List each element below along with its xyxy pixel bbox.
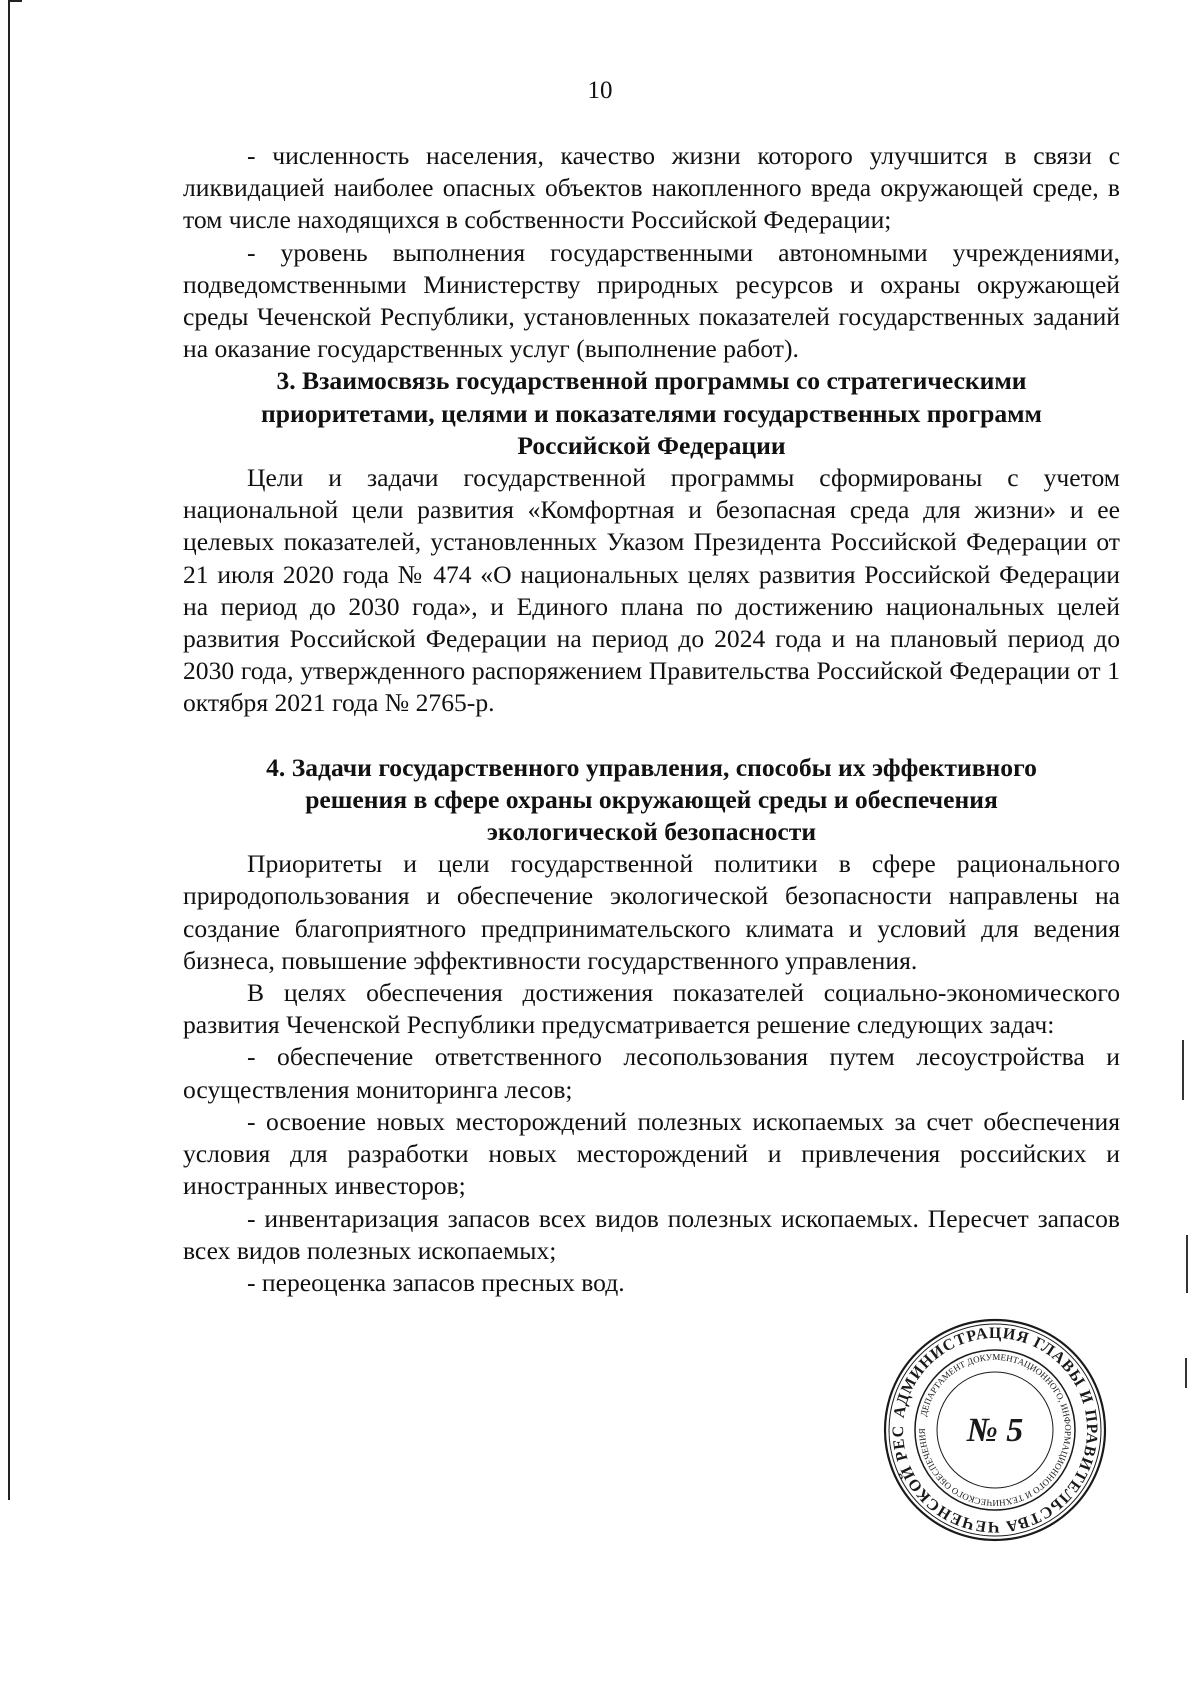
scan-edge-line <box>8 0 10 1500</box>
seal-outer-text: АДМИНИСТРАЦИЯ ГЛАВЫ И ПРАВИТЕЛЬСТВА ЧЕЧЕНСКОЙ РЕС <box>889 1324 1101 1536</box>
seal-graphic <box>880 1315 1110 1545</box>
list-item: - освоение новых месторождений полезных ископаемых за счет обеспечения условия для разработки новых месторождений и привлечения российских и иностранных инвесторов; <box>183 1106 1120 1201</box>
paragraph: Приоритеты и цели государственной политики в сфере рационального природопользования и обеспечение экологической безопасности направлены на создание благоприятного предпринимательского климата и условий для ведения бизнеса, повышение эффективности государственного управления. <box>183 849 1120 975</box>
section-heading: 3. Взаимосвязь государственной программы со стратегическими приоритетами, целями и показателями государственных программ Российской Федерации <box>260 366 1042 460</box>
list-item: - численность населения, качество жизни которого улучшится в связи с ликвидацией наиболее опасных объектов накопленного вреда окружающей среде, в том числе находящихся в собственности Российской Федерации; <box>183 141 1120 235</box>
list-item: - инвентаризация запасов всех видов полезных ископаемых. Пересчет запасов всех видов полезных ископаемых; <box>183 1203 1120 1265</box>
seal-inner-text: ДЕПАРТАМЕНТ ДОКУМЕНТАЦИОННОГО, ИНФОРМАЦИОННОГО И ТЕХНИЧЕСКОГО ОБЕСПЕЧЕНИЯ <box>916 1351 1074 1509</box>
seal-number: № 5 <box>966 1412 1024 1449</box>
document-body <box>183 140 1120 1299</box>
list-item: - обеспечение ответственного лесопользования путем лесоустройства и осуществления мониторинга лесов; <box>183 1042 1120 1104</box>
list-item: - уровень выполнения государственными автономными учреждениями, подведомственными Министерству природных ресурсов и охраны окружающей среды Чеченской Республики, установленных показателей государственных заданий на оказание государственных услуг (выполнение работ). <box>183 237 1120 364</box>
page-number: 10 <box>587 77 613 104</box>
scan-margin-mark <box>1186 1235 1188 1293</box>
paragraph: Цели и задачи государственной программы сформированы с учетом национальной цели развития «Комфортная и безопасная среда для жизни» и ее целевых показателей, установленных Указом Президента Российской Федерации от 21 июля 2020 года № 474 «О национальных целях развития Российской Федерации на период до 2030 года», и Единого плана по достижению национальных целей развития Российской Федерации на период до 2024 года и на плановый период до 2030 года, утвержденного распоряжением Правительства Российской Федерации от 1 октября 2021 года № 2765-р. <box>183 463 1120 718</box>
scan-edge-tick <box>8 0 22 2</box>
scan-margin-mark <box>1185 1358 1187 1388</box>
official-seal <box>880 1315 1110 1545</box>
list-item: - переоценка запасов пресных вод. <box>247 1267 625 1297</box>
section-heading: 4. Задачи государственного управления, способы их эффективного решения в сфере охраны окружающей среды и обеспечения экологической безопасности <box>266 752 1037 847</box>
paragraph: В целях обеспечения достижения показателей социально-экономического развития Чеченской Республики предусматривается решение следующих задач: <box>183 978 1120 1040</box>
scan-margin-mark <box>1182 1040 1184 1100</box>
